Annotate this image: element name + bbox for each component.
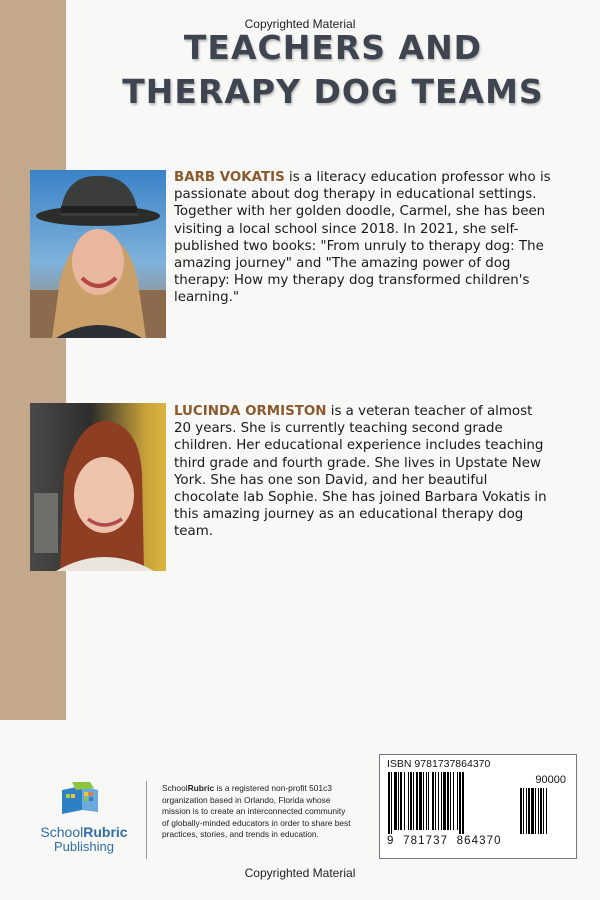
isbn-barcode (379, 754, 577, 859)
title-line-1: TEACHERS AND (183, 28, 483, 67)
barcode-digit-first: 9 (387, 835, 395, 847)
author-name-barb: BARB VOKATIS (174, 170, 285, 185)
publisher-name (26, 824, 142, 840)
title-line-2: THERAPY DOG TEAMS (122, 72, 544, 111)
watermark-bottom: Copyrighted Material (244, 866, 356, 880)
author-bio-lucinda-text: is a veteran teacher of almost 20 years. She is currently teaching second grade children. Her educational experience includes teaching third grade and fourth grade. She lives in Upstate New York. She has one son David, and her beautiful chocolate lab Sophie. She has joined Barbara Vokatis in this amazing journey as an educational therapy dog team. (174, 404, 547, 540)
footer-divider (146, 781, 147, 859)
publisher-blurb (162, 783, 352, 841)
author-bio-barb (174, 169, 552, 307)
author-bio-barb-text: is a literacy education professor who is passionate about dog therapy in educational settings. Together with her golden doodle, Carmel, she has been visiting a local school since 2018. In 2021, she self-published two books: "From unruly to therapy dog: The amazing journey" and "The amazing power of dog therapy: How my therapy dog transformed children's learning." (174, 170, 551, 306)
publisher-subtitle: Publishing (54, 839, 114, 854)
barcode-digits-group1: 781737 (403, 835, 449, 847)
side-color-band (0, 0, 66, 720)
barcode-bars (388, 772, 568, 836)
barcode-digits-group2: 864370 (456, 835, 502, 847)
publisher-name-part2: Rubric (83, 824, 128, 840)
price-code: 90000 (535, 774, 566, 786)
author-photo-barb (30, 170, 166, 338)
barcode-digits (387, 835, 502, 847)
blurb-text: is a registered non-profit 501c3 organization based in Orlando, Florida whose mission is to create an interconnected community of globally-minded educators in order to share best practices, stories, and trends in education. (162, 783, 351, 839)
author-bio-lucinda (174, 403, 552, 541)
blurb-name-part2: Rubric (187, 783, 215, 793)
publisher-logo (26, 780, 142, 860)
isbn-label: ISBN 9781737864370 (387, 758, 491, 770)
blurb-name-part1: School (162, 783, 188, 793)
author-photo-lucinda (30, 403, 166, 571)
schoolrubric-logo-icon (58, 780, 102, 820)
publisher-name-part1: School (40, 824, 84, 840)
watermark-top: Copyrighted Material (244, 17, 356, 31)
author-name-lucinda: LUCINDA ORMISTON (174, 404, 327, 419)
